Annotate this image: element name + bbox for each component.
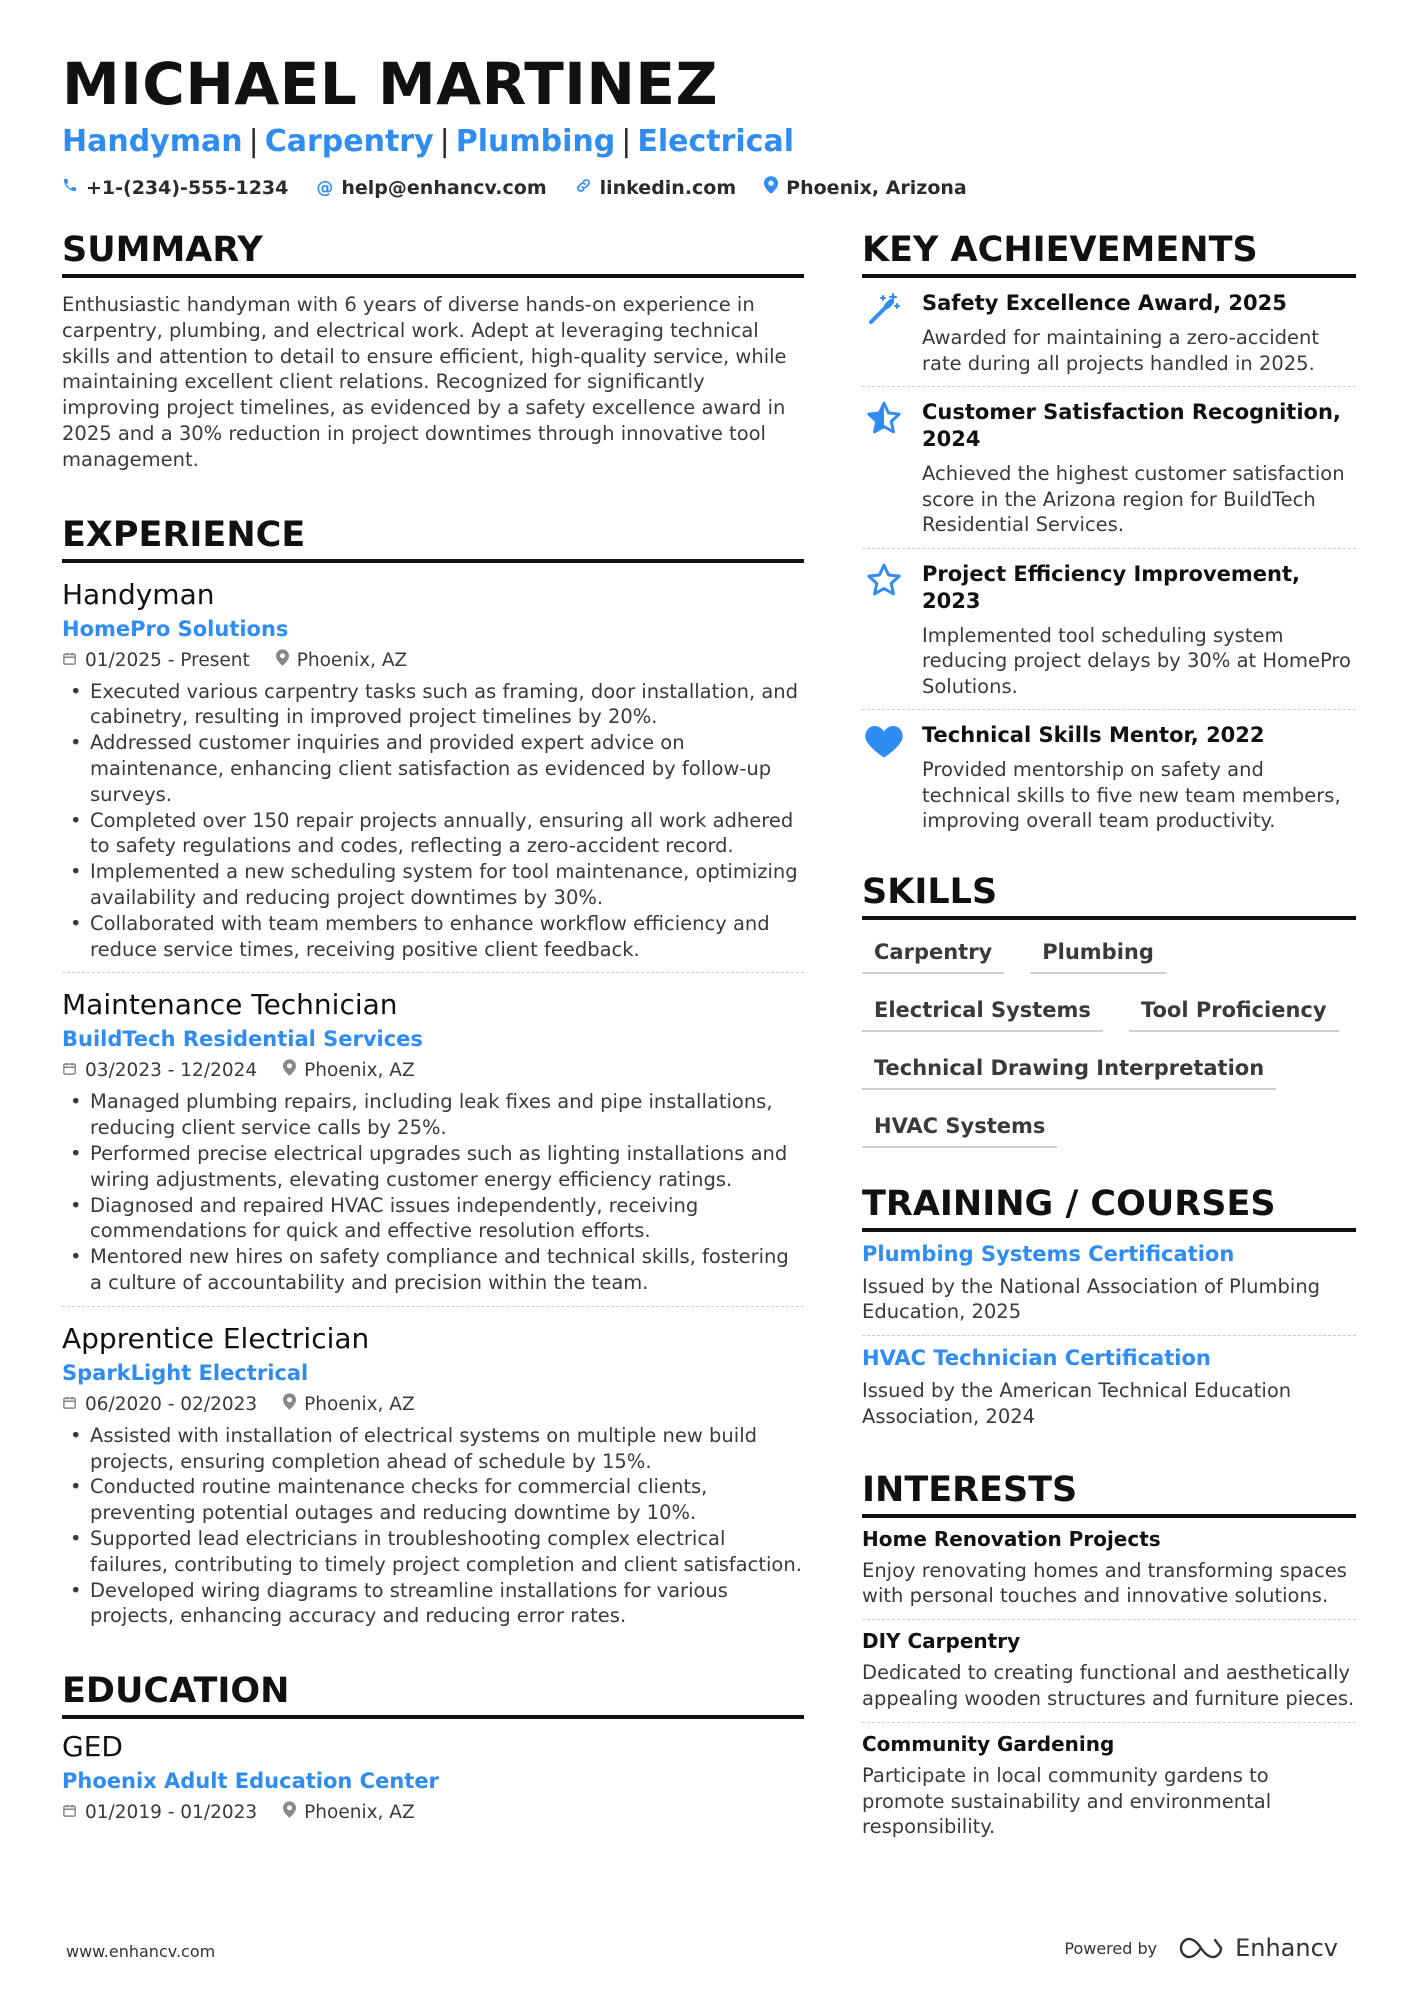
headline-separator: | — [439, 124, 450, 159]
phone-icon — [62, 177, 78, 198]
interest-item — [862, 1723, 1356, 1850]
calendar-icon — [62, 1393, 77, 1417]
powered-by-text: Powered by — [1064, 1938, 1158, 1958]
job-dates — [62, 649, 250, 673]
job-location-text: Phoenix, AZ — [304, 1060, 415, 1082]
course-title: HVAC Technician Certification — [862, 1346, 1211, 1371]
heart-icon — [862, 722, 906, 834]
bullet-item: • Completed over 150 repair projects annually, ensuring all work adhered to safety regulations and codes, reflecting a zero-accident record. — [62, 808, 804, 860]
magic-wand-icon — [862, 290, 906, 376]
experience-entry — [62, 1321, 804, 1639]
star-half-icon — [862, 399, 906, 538]
job-dates-text: 03/2023 - 12/2024 — [85, 1060, 258, 1082]
headline-separator: | — [248, 124, 259, 159]
job-location-text: Phoenix, AZ — [296, 649, 408, 671]
bullet-item: • Conducted routine maintenance checks for commercial clients, preventing potential outages and reducing downtime by 10%. — [62, 1474, 804, 1526]
location-pin-icon — [764, 176, 778, 199]
course-title: Plumbing Systems Certification — [862, 1241, 1235, 1266]
candidate-name: MICHAEL MARTINEZ — [62, 50, 719, 118]
job-meta — [62, 649, 804, 673]
interest-title: DIY Carpentry — [862, 1629, 1021, 1654]
company-name: HomePro Solutions — [62, 616, 289, 641]
job-dates — [62, 1059, 257, 1083]
achievement-item — [862, 387, 1356, 549]
achievement-desc: Provided mentorship on safety and technical skills to five new team members, improving overall team productivity. — [922, 758, 1341, 832]
interest-title: Home Renovation Projects — [862, 1526, 1161, 1551]
bullet-item: • Supported lead electricians in troubleshooting complex electrical failures, contributing to timely project completion and client satisfaction. — [62, 1526, 804, 1578]
education-location-text: Phoenix, AZ — [304, 1802, 415, 1824]
interest-desc: Participate in local community gardens to promote sustainability and environmental responsibility. — [862, 1763, 1272, 1839]
degree-title: GED — [62, 1730, 123, 1764]
education-location — [283, 1801, 415, 1825]
skill-tag: Carpentry — [862, 928, 1004, 974]
job-location — [276, 649, 408, 673]
interest-title: Community Gardening — [862, 1731, 1115, 1756]
contact-email[interactable] — [316, 176, 546, 199]
contact-row — [62, 176, 1362, 199]
bullet-item: • Collaborated with team members to enhance workflow efficiency and reduce service times, receiving positive client feedback. — [62, 911, 804, 963]
headline-item: Handyman — [62, 124, 243, 159]
experience-entry — [62, 577, 804, 974]
achievement-title: Technical Skills Mentor, 2022 — [922, 723, 1265, 747]
skills-heading: SKILLS — [862, 870, 1356, 920]
right-column — [862, 228, 1356, 1850]
interest-item — [862, 1518, 1356, 1621]
job-title: Maintenance Technician — [62, 988, 398, 1022]
bullet-item: • Diagnosed and repaired HVAC issues independently, receiving commendations for quick and effective resolution efforts. — [62, 1193, 804, 1245]
interest-item — [862, 1620, 1356, 1723]
job-location — [283, 1059, 415, 1083]
company-name: BuildTech Residential Services — [62, 1027, 423, 1052]
bullet-item: • Performed precise electrical upgrades such as lighting installations and wiring adjustments, elevating customer energy efficiency ratings. — [62, 1141, 804, 1193]
job-dates — [62, 1393, 257, 1417]
course-item — [862, 1232, 1356, 1337]
achievement-desc: Implemented tool scheduling system reducing project delays by 30% at HomePro Solutions. — [922, 623, 1351, 698]
footer-website[interactable]: www.enhancv.com — [66, 1942, 216, 1961]
job-dates-text: 06/2020 - 02/2023 — [85, 1393, 258, 1415]
interests-heading: INTERESTS — [862, 1468, 1356, 1518]
footer-branding — [1064, 1934, 1338, 1962]
achievement-title: Safety Excellence Award, 2025 — [922, 291, 1287, 315]
bullet-item: • Assisted with installation of electrical systems on multiple new build projects, ensuring completion ahead of schedule by 15%. — [62, 1423, 804, 1475]
job-location-text: Phoenix, AZ — [304, 1393, 415, 1415]
job-meta — [62, 1393, 804, 1417]
link-icon — [575, 177, 592, 199]
location-text: Phoenix, Arizona — [786, 176, 967, 199]
headline-item: Plumbing — [455, 124, 616, 159]
bullet-item: • Mentored new hires on safety compliance and technical skills, fostering a culture of accountability and precision within the team. — [62, 1244, 804, 1296]
job-bullets — [62, 679, 804, 963]
headline-separator: | — [621, 124, 632, 159]
summary-heading: SUMMARY — [62, 228, 804, 278]
contact-phone[interactable] — [62, 176, 288, 199]
interest-desc: Enjoy renovating homes and transforming spaces with personal touches and innovative solutions. — [862, 1558, 1347, 1608]
job-bullets — [62, 1089, 804, 1295]
achievements-heading: KEY ACHIEVEMENTS — [862, 228, 1356, 278]
course-desc: Issued by the American Technical Education Association, 2024 — [862, 1379, 1292, 1428]
location-pin-icon — [283, 1801, 296, 1825]
linkedin-text: linkedin.com — [599, 176, 737, 199]
job-location — [283, 1393, 415, 1417]
left-column — [62, 228, 804, 1835]
achievement-item — [862, 278, 1356, 387]
achievement-item — [862, 710, 1356, 844]
interest-desc: Dedicated to creating functional and aesthetically appealing wooden structures and furniture pieces. — [862, 1661, 1355, 1711]
skill-tag: Technical Drawing Interpretation — [862, 1044, 1276, 1090]
calendar-icon — [62, 1801, 77, 1825]
phone-text: +1-(234)-555-1234 — [86, 176, 289, 199]
education-dates-text: 01/2019 - 01/2023 — [85, 1802, 258, 1824]
bullet-item: • Executed various carpentry tasks such as framing, door installation, and cabinetry, resulting in improved project timelines by 20%. — [62, 679, 804, 731]
contact-location — [764, 176, 967, 199]
achievement-item — [862, 549, 1356, 711]
company-name: SparkLight Electrical — [62, 1360, 309, 1385]
course-desc: Issued by the National Association of Plumbing Education, 2025 — [862, 1274, 1321, 1324]
education-meta — [62, 1801, 804, 1825]
job-bullets — [62, 1423, 804, 1629]
achievement-desc: Awarded for maintaining a zero-accident rate during all projects handled in 2025. — [922, 326, 1320, 375]
job-title: Apprentice Electrician — [62, 1321, 370, 1355]
school-name: Phoenix Adult Education Center — [62, 1769, 439, 1794]
location-pin-icon — [283, 1059, 296, 1083]
achievement-title: Customer Satisfaction Recognition, 2024 — [922, 400, 1341, 451]
at-icon: @ — [316, 177, 334, 198]
experience-entry — [62, 987, 804, 1306]
job-dates-text: 01/2025 - Present — [85, 649, 250, 671]
headline-item: Carpentry — [264, 124, 434, 159]
education-entry — [62, 1729, 804, 1835]
course-item — [862, 1336, 1356, 1440]
headline-item: Electrical — [637, 124, 794, 159]
bullet-item: • Developed wiring diagrams to streamline installations for various projects, enhancing accuracy and reducing error rates. — [62, 1578, 804, 1630]
location-pin-icon — [283, 1393, 296, 1417]
star-outline-icon — [862, 561, 906, 700]
brand-name: Enhancv — [1235, 1934, 1338, 1962]
bullet-item: • Managed plumbing repairs, including leak fixes and pipe installations, reducing client service calls by 25%. — [62, 1089, 804, 1141]
summary-text: Enthusiastic handyman with 6 years of diverse hands-on experience in carpentry, plumbing, and electrical work. Adept at leveraging technical skills and attention to detail to ensure efficient, high-quality service, while maintaining excellent client relations. Recognized for significantly improving project timelines, as evidenced by a safety excellence award in 2025 and a 30% reduction in project downtimes through innovative tool management. — [62, 293, 787, 471]
education-dates — [62, 1801, 257, 1825]
calendar-icon — [62, 1059, 77, 1083]
skill-tag: HVAC Systems — [862, 1102, 1057, 1148]
email-text: help@enhancv.com — [341, 176, 547, 199]
achievement-desc: Achieved the highest customer satisfaction score in the Arizona region for BuildTech Residential Services. — [922, 462, 1345, 536]
experience-heading: EXPERIENCE — [62, 513, 804, 563]
skill-tag: Electrical Systems — [862, 986, 1103, 1032]
training-heading: TRAINING / COURSES — [862, 1182, 1356, 1232]
headline — [62, 122, 1362, 162]
skills-list — [862, 928, 1356, 1160]
education-heading: EDUCATION — [62, 1669, 804, 1719]
resume-header — [62, 50, 1362, 199]
bullet-item: • Addressed customer inquiries and provided expert advice on maintenance, enhancing client satisfaction as evidenced by follow-up surveys. — [62, 730, 804, 807]
job-meta — [62, 1059, 804, 1083]
brand-logo[interactable] — [1179, 1934, 1338, 1962]
enhancv-logo-icon — [1179, 1936, 1225, 1960]
achievement-title: Project Efficiency Improvement, 2023 — [922, 561, 1300, 613]
skill-tag: Tool Proficiency — [1129, 986, 1339, 1032]
calendar-icon — [62, 649, 77, 673]
bullet-item: • Implemented a new scheduling system for tool maintenance, optimizing availability and reducing project downtimes by 30%. — [62, 859, 804, 911]
contact-linkedin[interactable] — [575, 176, 737, 199]
location-pin-icon — [276, 649, 289, 673]
job-title: Handyman — [62, 577, 215, 611]
skill-tag: Plumbing — [1030, 928, 1166, 974]
